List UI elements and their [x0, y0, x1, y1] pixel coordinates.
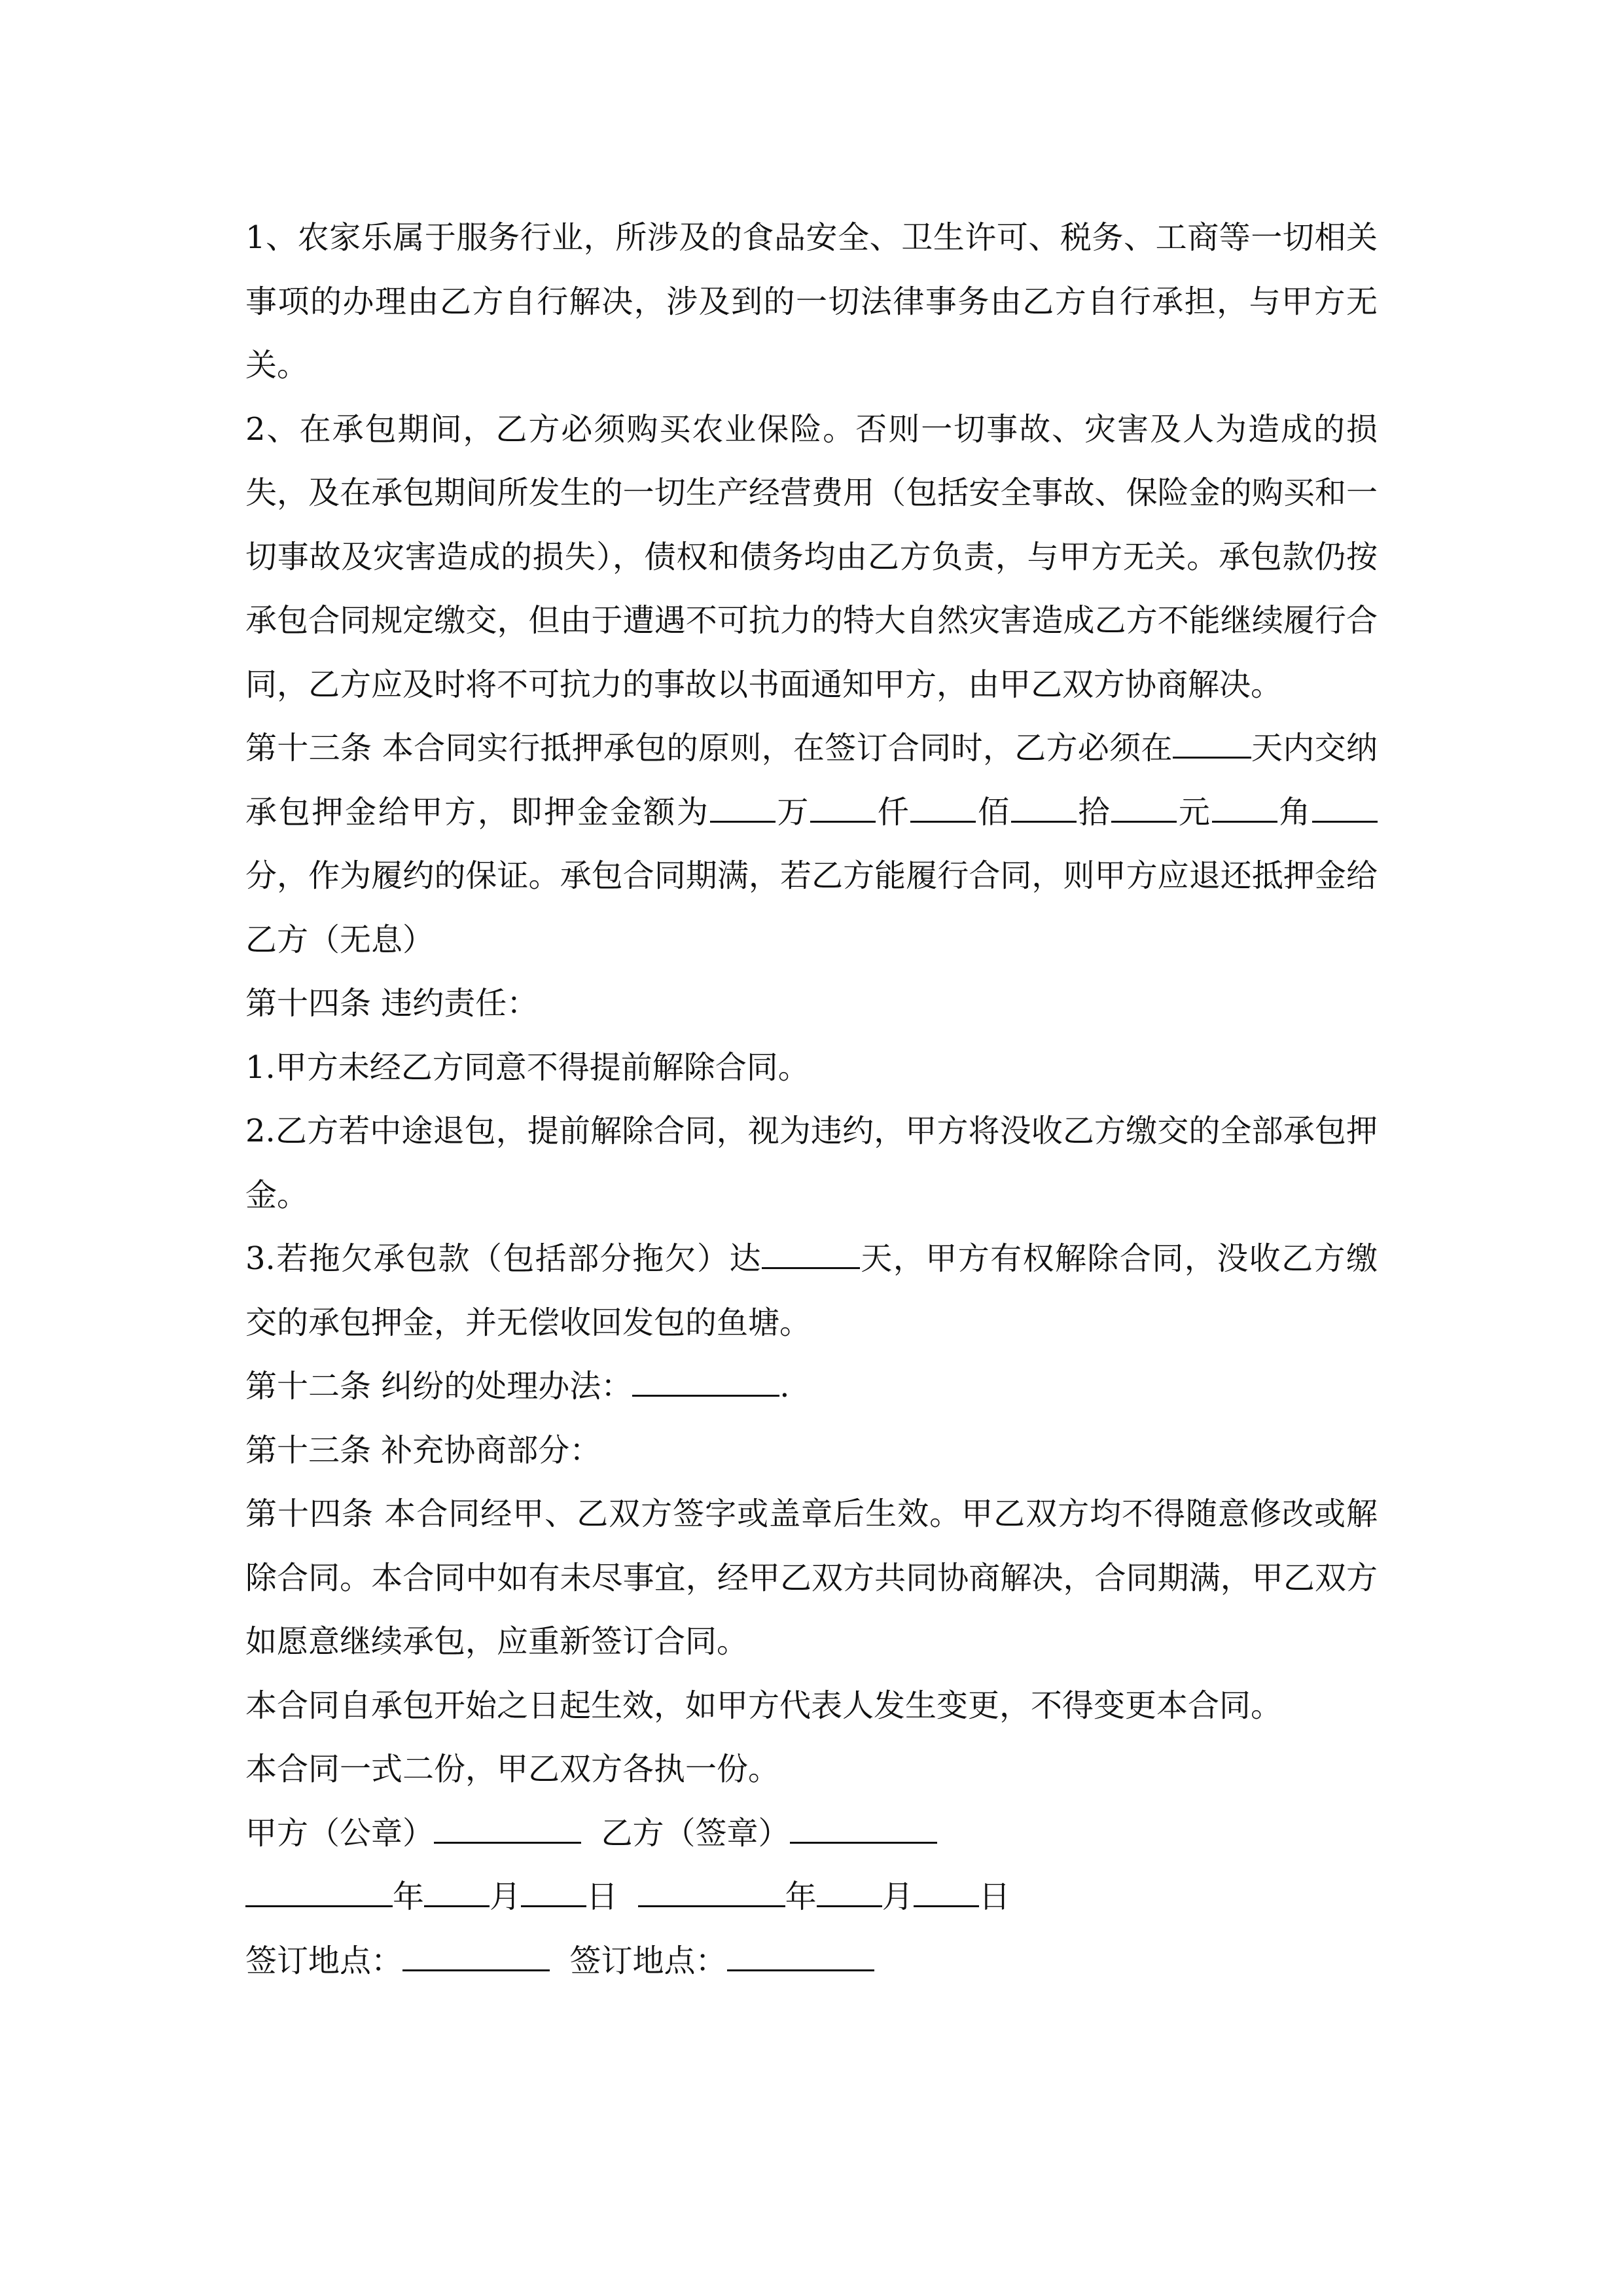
unit-wan: 万	[775, 793, 811, 831]
dispute-label: 第十二条 纠纷的处理办法：	[245, 1368, 633, 1405]
dispute-resolution	[245, 1355, 1378, 1419]
dispute-end: .	[779, 1368, 790, 1405]
liability-item-2: 2.乙方若中途退包，提前解除合同，视为违约，甲方将没收乙方缴交的全部承包押金。	[245, 1113, 1378, 1213]
unit-yuan: 元	[1177, 793, 1212, 831]
liability-item-3-text-2: 天，甲方有权解除合同，没收乙方缴交的承包押金，并无偿收回发包的鱼塘。	[245, 1240, 1378, 1341]
unit-jiao: 角	[1277, 793, 1312, 831]
shi-blank	[1011, 791, 1077, 823]
wan-blank	[710, 791, 776, 823]
article-13-text-2: 天内交纳承包押金给甲方，即押金金额为	[245, 730, 1378, 831]
bai-blank	[910, 791, 976, 823]
supplementary-article: 第十三条 补充协商部分：	[245, 1431, 601, 1469]
article-14-title: 第十四条 违约责任：	[245, 985, 539, 1022]
liability-item-1: 1.甲方未经乙方同意不得提前解除合同。	[245, 1049, 810, 1086]
clause-2: 2、在承包期间，乙方必须购买农业保险。否则一切事故、灾害及人为造成的损失，及在承包期间所发生的一切生产经营费用（包括安全事故、保险金的购买和一切事故及灾害造成的损失），债权和债务均由乙方负责，与甲方无关。承包款仍按承包合同规定缴交，但由于遭遇不可抗力的特大自然灾害造成乙方不能继续履行合同，乙方应及时将不可抗力的事故以书面通知甲方，由甲乙双方协商解决。	[245, 410, 1378, 703]
day-label: 日	[978, 1878, 1010, 1915]
yuan-blank	[1111, 791, 1177, 823]
month-label: 月	[882, 1878, 914, 1915]
article-13-deposit	[245, 717, 1378, 972]
qian-blank	[810, 791, 876, 823]
party-b-sign-blank	[790, 1812, 937, 1844]
year-label: 年	[785, 1878, 817, 1915]
contract-page	[245, 206, 1378, 1993]
party-a-day-blank	[521, 1875, 586, 1907]
party-a-place-blank	[402, 1939, 550, 1971]
unit-qian: 仟	[876, 793, 911, 831]
party-b-day-blank	[914, 1875, 979, 1907]
party-a-label: 甲方（公章）	[245, 1814, 435, 1852]
party-b-place-label: 签订地点：	[569, 1942, 727, 1979]
article-13-text: 第十三条 本合同实行抵押承包的原则，在签订合同时，乙方必须在	[245, 730, 1173, 766]
jiao-blank	[1212, 791, 1277, 823]
copies-clause: 本合同一式二份，甲乙双方各执一份。	[245, 1751, 780, 1787]
party-b-year-blank	[638, 1875, 785, 1907]
date-row	[245, 1865, 1378, 1929]
effective-date-clause: 本合同自承包开始之日起生效，如甲方代表人发生变更，不得变更本合同。	[245, 1687, 1283, 1724]
fen-blank	[1312, 791, 1378, 823]
liability-item-3	[245, 1227, 1378, 1355]
party-a-year-blank	[245, 1875, 393, 1907]
overdue-days-blank	[762, 1237, 860, 1269]
party-a-seal-blank	[434, 1812, 581, 1844]
party-b-label: 乙方（签章）	[601, 1814, 790, 1852]
day-label: 日	[586, 1878, 618, 1915]
party-a-place-label: 签订地点：	[245, 1942, 403, 1979]
days-blank	[1173, 726, 1251, 759]
year-label: 年	[393, 1878, 425, 1915]
month-label: 月	[490, 1878, 522, 1915]
article-13-text-3: 分，作为履约的保证。承包合同期满，若乙方能履行合同，则甲方应退还抵押金给乙方（无息）	[245, 857, 1378, 958]
signing-place-row	[245, 1929, 1378, 1994]
liability-item-3-text: 3.若拖欠承包款（包括部分拖欠）达	[245, 1240, 762, 1277]
unit-bai: 佰	[976, 793, 1011, 831]
party-b-month-blank	[817, 1875, 882, 1907]
party-a-month-blank	[424, 1875, 490, 1907]
unit-shi: 拾	[1076, 793, 1112, 831]
effectiveness-article: 第十四条 本合同经甲、乙双方签字或盖章后生效。甲乙双方均不得随意修改或解除合同。本合同中如有未尽事宜，经甲乙双方共同协商解决，合同期满，甲乙双方如愿意继续承包，应重新签订合同。	[245, 1496, 1378, 1660]
signature-row	[245, 1802, 1378, 1866]
dispute-blank	[632, 1365, 779, 1397]
clause-1: 1、农家乐属于服务行业，所涉及的食品安全、卫生许可、税务、工商等一切相关事项的办理由乙方自行解决，涉及到的一切法律事务由乙方自行承担，与甲方无关。	[245, 219, 1378, 384]
party-b-place-blank	[727, 1939, 874, 1971]
